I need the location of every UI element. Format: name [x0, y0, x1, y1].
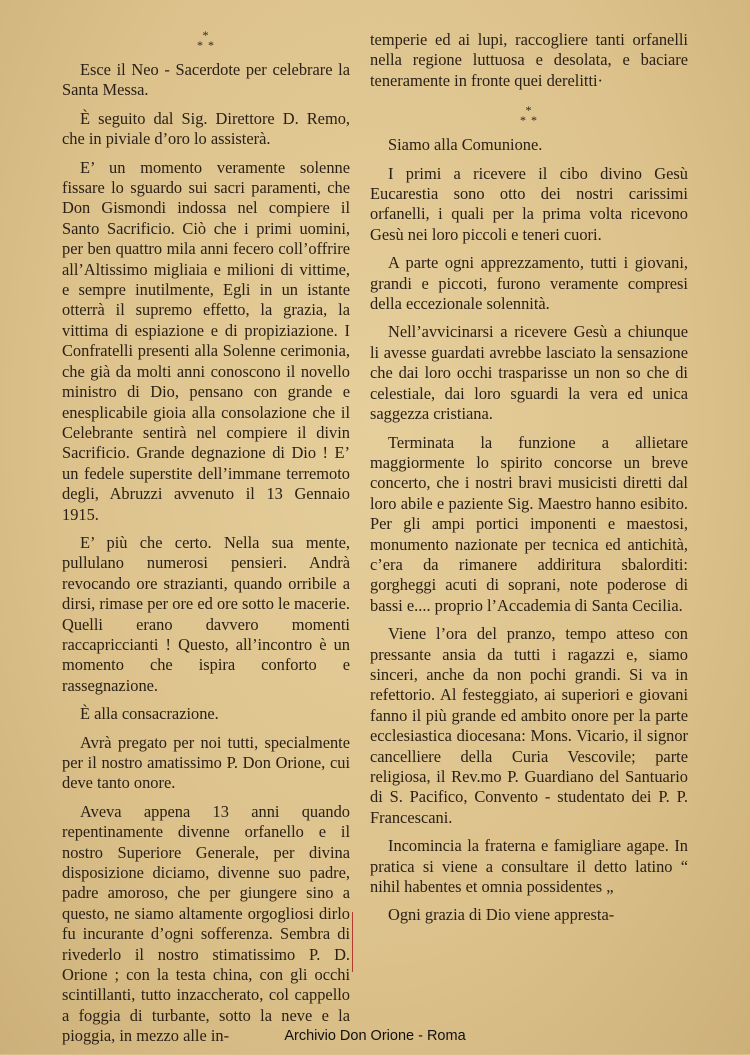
paragraph: I primi a ricevere il cibo divino Gesù Eucarestia sono otto dei nostri carissimi orfanelli, i quali per la prima volta ricevono Gesù nei loro piccoli e teneri cuori.: [370, 163, 688, 244]
paragraph: È alla consacrazione.: [80, 704, 219, 724]
margin-annotation-line: [352, 912, 353, 972]
section-separator: [370, 103, 688, 128]
paragraph: È seguito dal Sig. Direttore D. Remo, che in piviale d’oro lo assisterà.: [62, 108, 350, 149]
paragraph: Esce il Neo - Sacerdote per celebrare la Santa Messa.: [62, 60, 350, 100]
left-column: [62, 30, 350, 1055]
paragraph: E’ un momento veramente solenne fissare lo sguardo sui sacri paramenti, che Don Gismondi indossa nel compiere il Santo Sacrificio. Ciò che i primi uomini, per ben quattro mila anni fecero coll’offrire all’Altissimo migliaia e milioni di vittime, e sempre inutilmente, Egli in un istante otterrà il supremo effetto, la grazia, la vittima di espiazione e di propiziazione. I Confratelli presenti alla Solenne cerimonia, che già da molti anni conoscono il novello ministro di Dio, pensano con grande e enesplicabile gioia alla consolazione che il Celebrante sentirà nel compiere il divin Sacrificio. Grande degnazione di Dio ! E’ un fedele superstite dell’immane terremoto degli, Abruzzi avvenuto il 13 Gennaio 1915.: [62, 157, 350, 524]
paragraph: Incomincia la fraterna e famigliare agape. In pratica si viene a consultare il detto latino “ nihil habentes et omnia possidentes „: [370, 836, 688, 897]
paragraph: Viene l’ora del pranzo, tempo atteso con pressante ansia da tutti i ragazzi e, siamo sinceri, anche da non pochi grandi. Si va in refettorio. Al festeggiato, ai superiori e giovani fanno il più grande ed ambito onore per la parte ecclesiastica diocesana: Mons. Vicario, il signor cancelliere della Curia Vescovile; parte religiosa, il Rev.mo P. Guardiano del Santuario di S. Pacifico, Convento - studentato dei P. P. Francescani.: [370, 624, 688, 827]
paragraph: Terminata la funzione a allietare maggiormente lo spirito concorse un breve concerto, che i nostri bravi musicisti diretti dal loro abile e paziente Sig. Maestro hanno esibito. Per gli ampi portici imponenti e maestosi, monumento nazionate per tecnica ed antichità, c’era da rimanere addiritura sbalorditi: gorgheggi acuti di soprani, note poderose di bassi e.... proprio l’Accademia di Santa Cecilia.: [370, 432, 688, 615]
paragraph: A parte ogni apprezzamento, tutti i giovani, grandi e piccoti, furono veramente compresi della eccezionale solennità.: [370, 253, 688, 314]
separator-bottom-stars: * *: [520, 113, 538, 128]
section-separator: [62, 30, 350, 50]
separator-bottom-stars: * *: [197, 38, 215, 52]
archive-footer: Archivio Don Orione - Roma: [284, 1028, 466, 1044]
separator-top-star: *: [202, 28, 210, 42]
separator-top-star: *: [525, 103, 533, 118]
paragraph: Ogni grazia di Dio viene appresta-: [388, 905, 615, 925]
right-column: [370, 30, 688, 934]
paragraph: Aveva appena 13 anni quando repentinamente divenne orfanello e il nostro Superiore Generale, per divina disposizione diciamo, divenne suo padre, padre amoroso, che per giungere sino a questo, ne siamo altamente orgogliosi dirlo fu incurante d’ogni sofferenza. Sembra di rivederlo il nostro stimatissimo P. D. Orione ; con la testa china, con gli occhi scintillanti, tutto inzaccherato, col cappello a foggia di turbante, sotto la neve e la pioggia, in mezzo alle in-: [62, 801, 350, 1046]
paragraph: Nell’avvicinarsi a ricevere Gesù a chiunque li avesse guardati avrebbe lasciato la sensazione che dai loro occhi trasparisse un non so che di celestiale, dai loro sguardi la vera ed unica saggezza cristiana.: [370, 322, 688, 424]
paragraph: Avrà pregato per noi tutti, specialmente per il nostro amatissimo P. Don Orione, cui deve tanto onore.: [62, 732, 350, 793]
paragraph: Siamo alla Comunione.: [388, 135, 543, 155]
paragraph: E’ più che certo. Nella sua mente, pullulano numerosi pensieri. Andrà revocando ore strazianti, quando orribile a dirsi, rimase per ore ed ore sotto le macerie. Quelli erano davvero momenti raccapriccianti ! Questo, all’incontro è un momento che ispira conforto e rassegnazione.: [62, 532, 350, 695]
continued-paragraph: temperie ed ai lupi, raccogliere tanti orfanelli nella regione luttuosa e desolata, e baciare teneramente in fronte quei derelitti·: [370, 30, 688, 90]
